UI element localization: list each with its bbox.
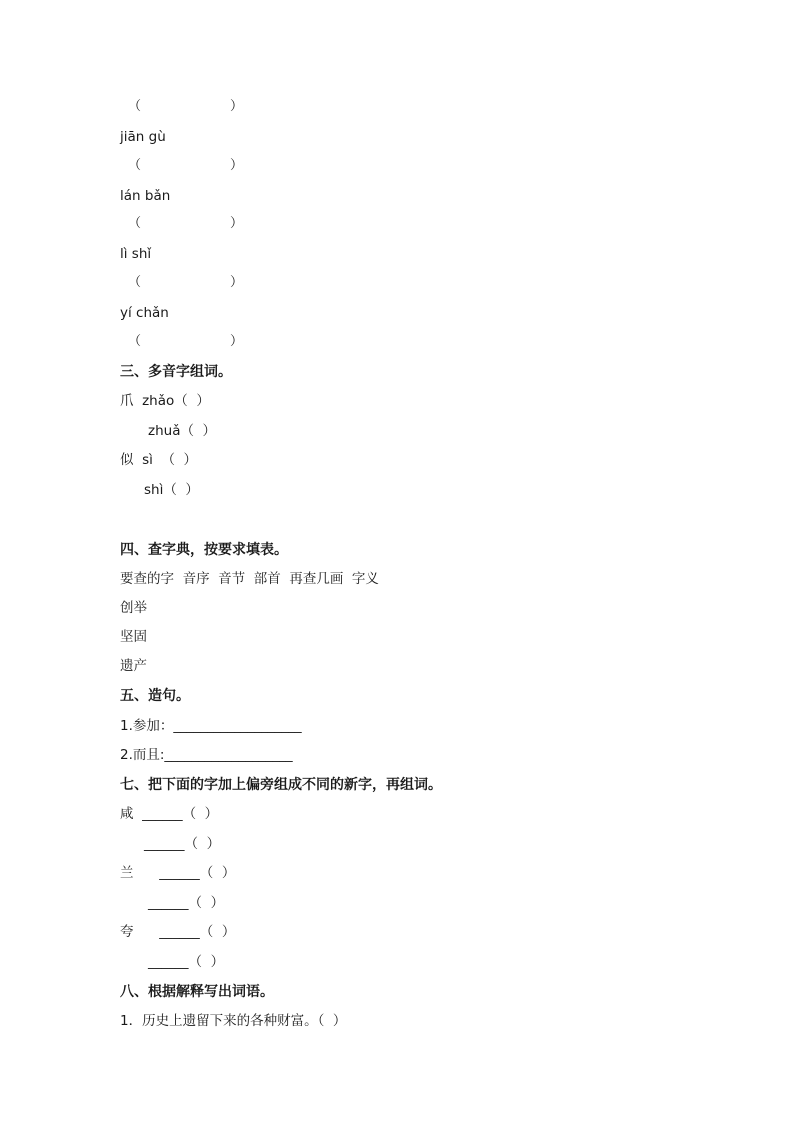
exercise-line: 兰 ______（ ） xyxy=(120,865,236,881)
paren-open: （ xyxy=(128,99,142,114)
exercise-line: 夸 ______（ ） xyxy=(120,924,236,940)
paren-open: （ xyxy=(128,158,142,173)
table-row: 创举 xyxy=(120,600,147,616)
section-heading: 五、造句。 xyxy=(120,688,190,704)
table-row: 坚固 xyxy=(120,629,147,645)
paren-close: ） xyxy=(230,158,244,173)
paren-close: ） xyxy=(230,275,244,290)
exercise-line: 爪 zhǎo（ ） xyxy=(120,393,210,409)
exercise-line: 1．历史上遗留下来的各种财富。（ ） xyxy=(120,1013,347,1029)
exercise-line: zhuǎ（ ） xyxy=(148,423,217,439)
table-header: 要查的字 音序 音节 部首 再查几画 字义 xyxy=(120,571,379,587)
exercise-line: ______（ ） xyxy=(148,954,225,970)
exercise-line: shì（ ） xyxy=(144,482,199,498)
paren-close: ） xyxy=(230,334,244,349)
exercise-line: 咸 ______（ ） xyxy=(120,806,219,822)
paren-close: ） xyxy=(230,216,244,231)
pinyin-prompt: jiān gù xyxy=(120,129,166,145)
section-heading: 七、把下面的字加上偏旁组成不同的新字，再组词。 xyxy=(120,777,442,793)
pinyin-prompt: yí chǎn xyxy=(120,305,169,321)
pinyin-prompt: lì shǐ xyxy=(120,246,152,262)
exercise-line: ______（ ） xyxy=(144,836,221,852)
exercise-line: 1.参加：___________________ xyxy=(120,718,302,734)
section-heading: 八、根据解释写出词语。 xyxy=(120,984,274,1000)
exercise-line: 似 sì （ ） xyxy=(120,452,198,468)
paren-open: （ xyxy=(128,275,142,290)
exercise-line: ______（ ） xyxy=(148,895,225,911)
section-heading: 三、多音字组词。 xyxy=(120,364,232,380)
paren-close: ） xyxy=(230,99,244,114)
table-row: 遗产 xyxy=(120,658,147,674)
paren-open: （ xyxy=(128,216,142,231)
exercise-line: 2.而且:___________________ xyxy=(120,747,293,763)
section-heading: 四、查字典，按要求填表。 xyxy=(120,542,288,558)
pinyin-prompt: lán bǎn xyxy=(120,188,171,204)
paren-open: （ xyxy=(128,334,142,349)
